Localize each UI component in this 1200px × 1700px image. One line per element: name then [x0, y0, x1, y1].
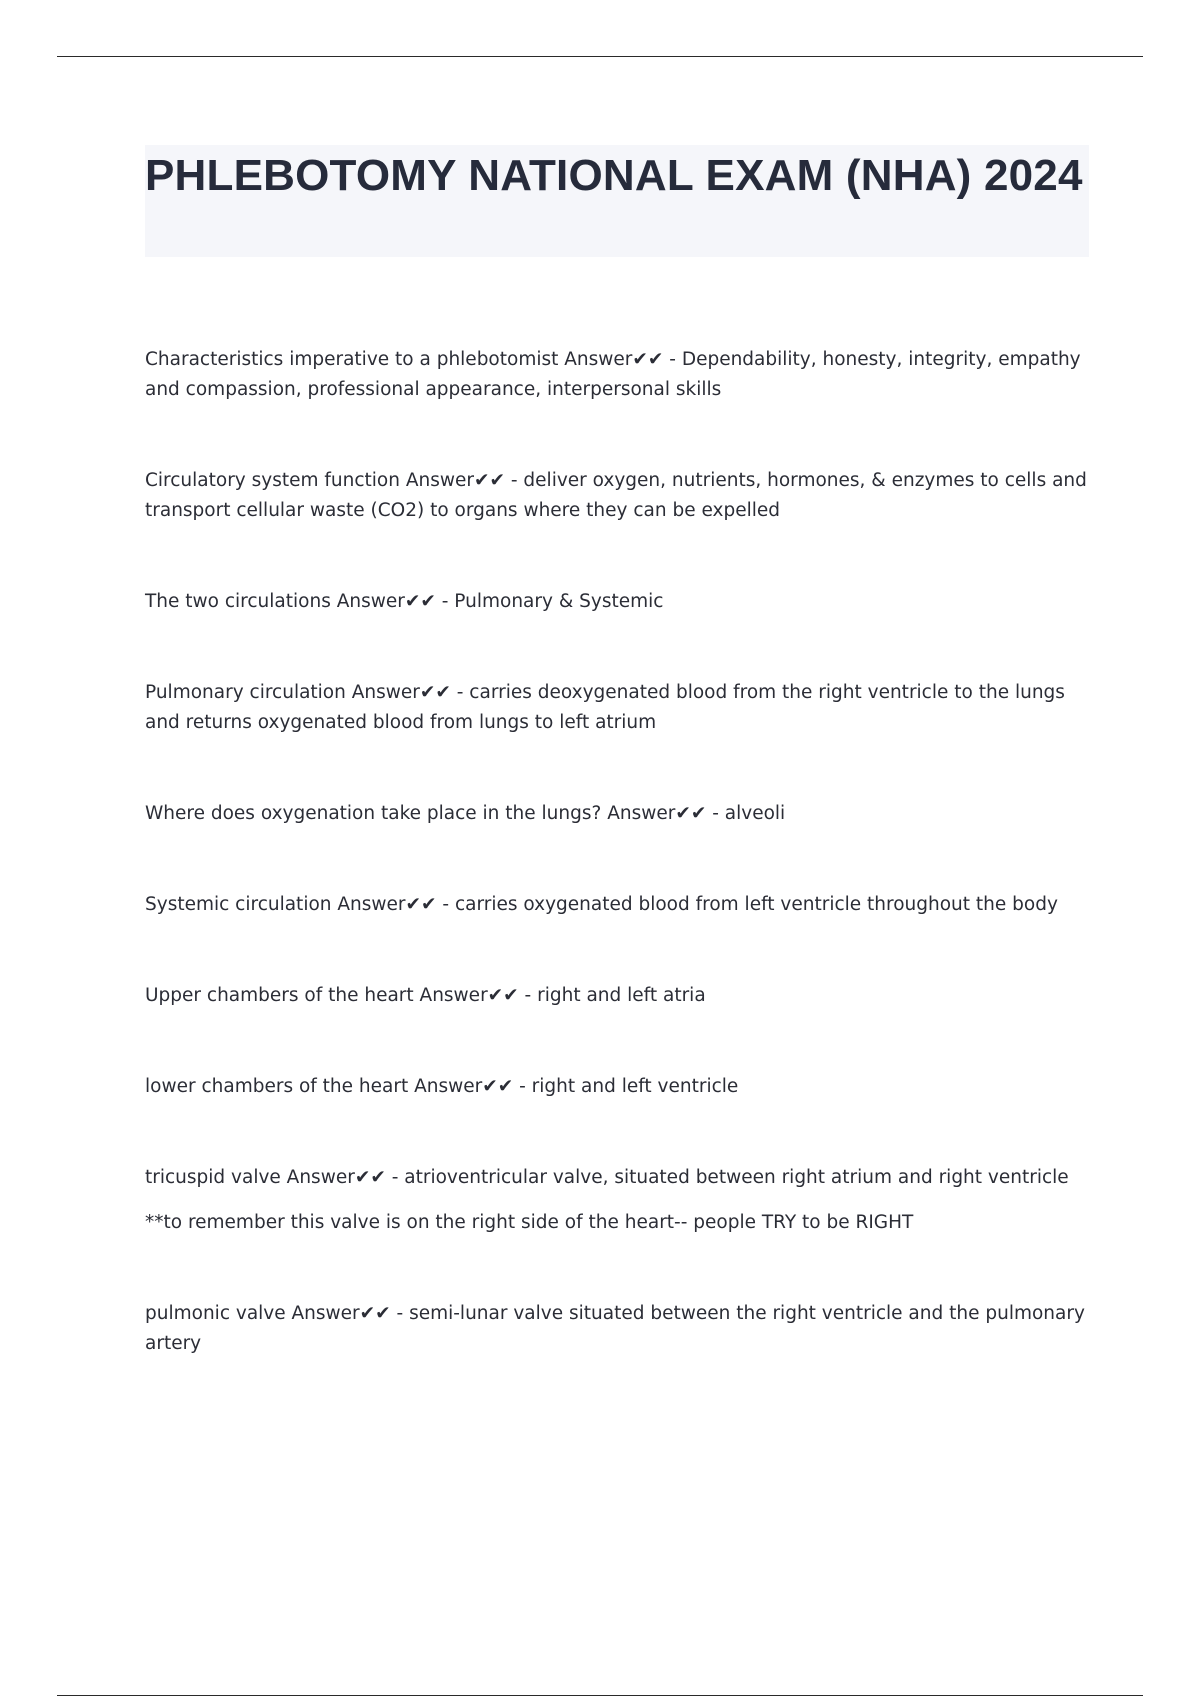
qa-item-text: The two circulations Answer✔✔ - Pulmonary & Systemic [145, 591, 664, 612]
qa-item [145, 466, 1095, 526]
qa-item-text: tricuspid valve Answer✔✔ - atrioventricular valve, situated between right atrium and right ventricle [145, 1167, 1069, 1188]
qa-item [145, 1072, 738, 1102]
qa-item-text: pulmonic valve Answer✔✔ - semi-lunar valve situated between the right ventricle and the pulmonary artery [145, 1303, 1085, 1354]
qa-item-text: Characteristics imperative to a phlebotomist Answer✔✔ - Dependability, honesty, integrity, empathy and compassion, professional appearance, interpersonal skills [145, 349, 1081, 400]
qa-item-text: Pulmonary circulation Answer✔✔ - carries deoxygenated blood from the right ventricle to the lungs and returns oxygenated blood from lungs to left atrium [145, 682, 1065, 733]
qa-item-text: lower chambers of the heart Answer✔✔ - right and left ventricle [145, 1076, 739, 1097]
document-title: PHLEBOTOMY NATIONAL EXAM (NHA) 2024 [145, 151, 1083, 200]
qa-item [145, 890, 1058, 920]
qa-item-text: Systemic circulation Answer✔✔ - carries oxygenated blood from left ventricle throughout the body [145, 894, 1058, 915]
top-divider [57, 56, 1143, 57]
qa-item-note: **to remember this valve is on the right side of the heart-- people TRY to be RIGHT [145, 1212, 914, 1233]
qa-item [145, 345, 1095, 405]
qa-item [145, 678, 1095, 738]
qa-item [145, 799, 785, 829]
qa-item [145, 587, 663, 617]
qa-item-text: Where does oxygenation take place in the lungs? Answer✔✔ - alveoli [145, 803, 786, 824]
qa-item [145, 1163, 1069, 1238]
qa-item [145, 1299, 1095, 1359]
qa-item [145, 981, 706, 1011]
qa-item-text: Circulatory system function Answer✔✔ - deliver oxygen, nutrients, hormones, & enzymes to cells and transport cellular waste (CO2) to organs where they can be expelled [145, 470, 1087, 521]
qa-item-text: Upper chambers of the heart Answer✔✔ - right and left atria [145, 985, 706, 1006]
bottom-divider [57, 1695, 1143, 1696]
